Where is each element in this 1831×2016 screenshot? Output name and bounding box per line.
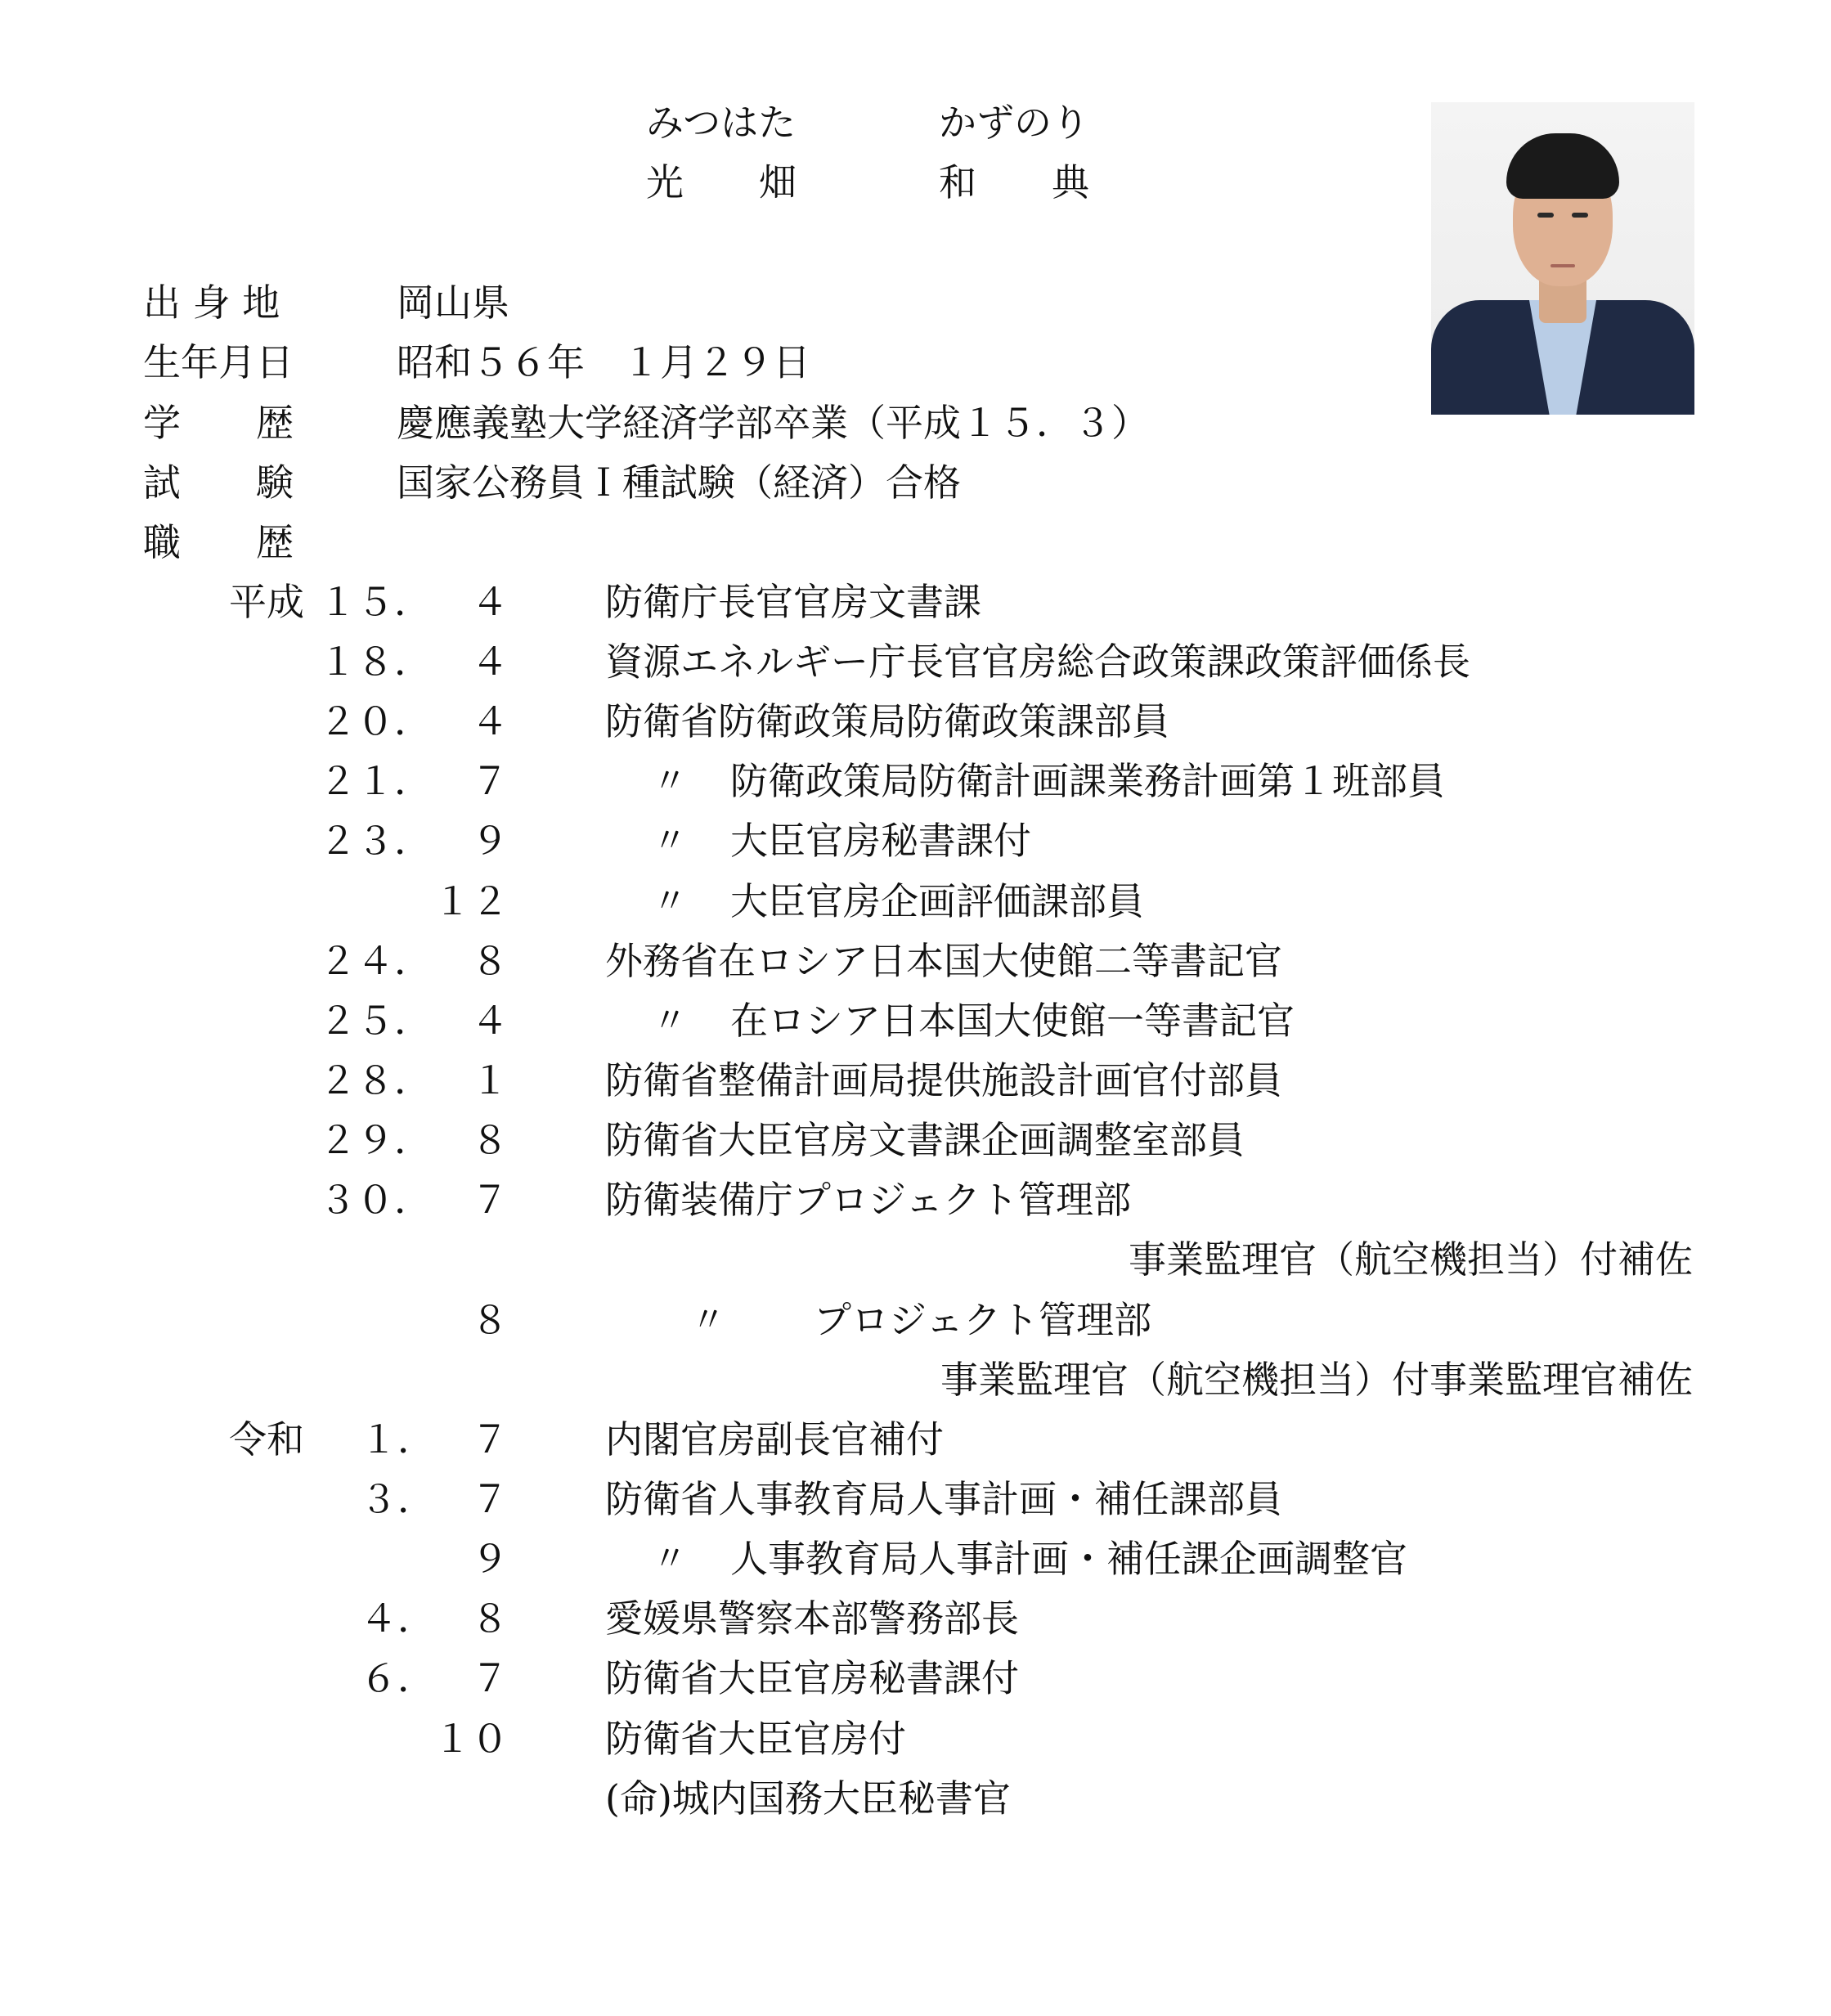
- career-month: １２: [433, 879, 509, 923]
- ditto-mark: 〃: [653, 1000, 688, 1040]
- career-month: ７: [471, 1417, 509, 1461]
- career-year: ２９．: [319, 1118, 432, 1162]
- career-year: ４．: [360, 1596, 435, 1641]
- career-year: ２８．: [319, 1058, 432, 1102]
- career-month: ４: [471, 699, 509, 743]
- birthplace-value: 岡山県: [397, 281, 509, 325]
- career-month: ８: [471, 1298, 509, 1342]
- career-month: １０: [433, 1717, 509, 1761]
- career-post: 資源エネルギー庁長官官房総合政策課政策評価係長: [605, 640, 1470, 684]
- career-post: 防衛省防衛政策局防衛政策課部員: [605, 699, 1169, 743]
- career-month: ９: [471, 819, 509, 863]
- career-post: 防衛政策局防衛計画課業務計画第１班部員: [730, 759, 1445, 803]
- career-year: ２０．: [319, 699, 432, 743]
- career-post: 防衛省大臣官房付: [605, 1717, 906, 1761]
- career-post: 防衛省大臣官房秘書課付: [605, 1656, 1019, 1700]
- career-post: 愛媛県警察本部警務部長: [605, 1596, 1019, 1641]
- given-name: 和 典: [939, 160, 1089, 204]
- birthplace-label: 出 身 地: [143, 281, 280, 325]
- career-year: ３０．: [319, 1178, 432, 1222]
- career-month: ４: [471, 580, 509, 624]
- education-label: 学 歴: [143, 401, 294, 445]
- exam-label: 試 験: [143, 460, 294, 505]
- career-month: ４: [471, 999, 509, 1043]
- ditto-mark: 〃: [653, 761, 688, 801]
- career-month: ７: [471, 759, 509, 803]
- career-month: ７: [471, 1477, 509, 1521]
- career-month: ８: [471, 1118, 509, 1162]
- career-month: ８: [471, 1596, 509, 1641]
- career-month: ７: [471, 1178, 509, 1222]
- career-year: １８．: [319, 640, 432, 684]
- career-post: (命)城内国務大臣秘書官: [605, 1776, 1011, 1821]
- career-post-continuation: 事業監理官（航空機担当）付事業監理官補佐: [940, 1358, 1693, 1402]
- career-post: 外務省在ロシア日本国大使館二等書記官: [605, 939, 1282, 983]
- exam-value: 国家公務員Ｉ種試験（経済）合格: [397, 460, 961, 505]
- career-post: 内閣官房副長官補付: [605, 1417, 944, 1461]
- career-month: ４: [471, 640, 509, 684]
- career-post-continuation: 事業監理官（航空機担当）付補佐: [1129, 1237, 1693, 1282]
- career-post: 大臣官房企画評価課部員: [730, 879, 1144, 923]
- career-year: １５．: [319, 580, 432, 624]
- career-post: 防衛装備庁プロジェクト管理部: [605, 1178, 1132, 1222]
- career-era: 平成: [229, 580, 304, 624]
- career-year: ２３．: [319, 819, 432, 863]
- ditto-mark: 〃: [691, 1300, 726, 1340]
- career-month: ９: [471, 1537, 509, 1581]
- career-month: １: [471, 1058, 509, 1102]
- career-year: ６．: [360, 1656, 435, 1700]
- career-post: 防衛庁長官官房文書課: [605, 580, 981, 624]
- surname-kana: みつはた: [646, 101, 797, 145]
- ditto-mark: 〃: [653, 881, 688, 921]
- birthdate-value: 昭和５６年 １月２９日: [397, 340, 810, 384]
- career-year: ２４．: [319, 939, 432, 983]
- surname: 光 畑: [646, 160, 797, 204]
- career-month: ８: [471, 939, 509, 983]
- career-post: 防衛省大臣官房文書課企画調整室部員: [605, 1118, 1245, 1162]
- career-year: １．: [360, 1417, 435, 1461]
- career-label: 職 歴: [143, 520, 294, 564]
- career-post: 大臣官房秘書課付: [730, 819, 1031, 863]
- career-year: ２１．: [319, 759, 432, 803]
- career-month: ７: [471, 1656, 509, 1700]
- ditto-mark: 〃: [653, 1538, 688, 1578]
- ditto-mark: 〃: [653, 820, 688, 860]
- given-name-kana: かずのり: [939, 101, 1089, 145]
- portrait-photo: [1431, 102, 1694, 415]
- career-post: 人事教育局人事計画・補任課企画調整官: [730, 1537, 1407, 1581]
- career-era: 令和: [229, 1417, 304, 1461]
- career-post: 防衛省整備計画局提供施設計画官付部員: [605, 1058, 1282, 1102]
- career-post: プロジェクト管理部: [814, 1298, 1152, 1342]
- career-post: 防衛省人事教育局人事計画・補任課部員: [605, 1477, 1282, 1521]
- education-value: 慶應義塾大学経済学部卒業（平成１５．３）: [397, 401, 1149, 445]
- birthdate-label: 生年月日: [143, 340, 294, 384]
- career-post: 在ロシア日本国大使館一等書記官: [730, 999, 1295, 1043]
- career-year: ３．: [360, 1477, 435, 1521]
- career-year: ２５．: [319, 999, 432, 1043]
